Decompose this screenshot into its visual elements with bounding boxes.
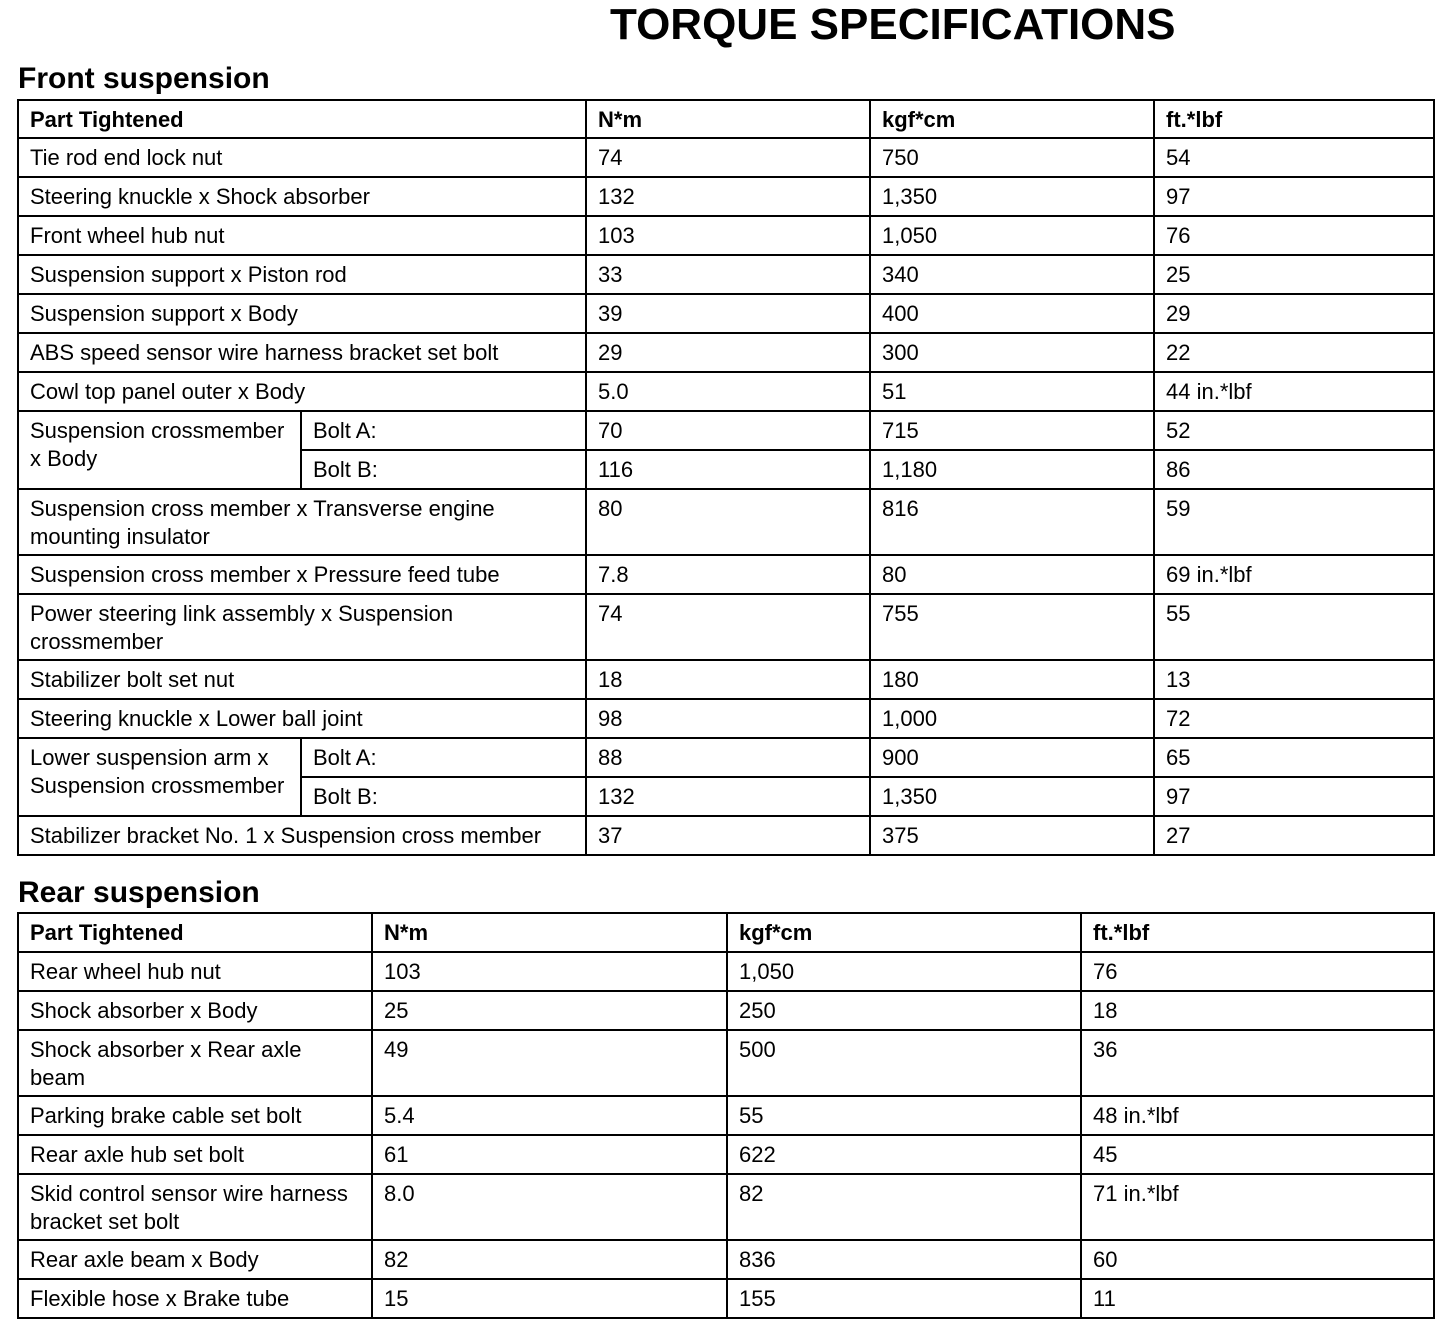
column-header-nm: N*m (372, 913, 727, 952)
column-header-kgfcm: kgf*cm (727, 913, 1081, 952)
nm-cell: 88 (586, 738, 870, 777)
table-row (18, 1240, 1434, 1279)
nm-cell: 8.0 (372, 1174, 727, 1240)
table-row (18, 372, 1434, 411)
part-cell: Suspension support x Piston rod (18, 255, 586, 294)
part-cell: Rear axle beam x Body (18, 1240, 372, 1279)
part-cell: Rear wheel hub nut (18, 952, 372, 991)
kgfcm-cell: 1,350 (870, 177, 1154, 216)
nm-cell: 61 (372, 1135, 727, 1174)
table-header-row (18, 100, 1434, 138)
part-cell: ABS speed sensor wire harness bracket set bolt (18, 333, 586, 372)
column-header-part: Part Tightened (18, 913, 372, 952)
kgfcm-cell: 1,350 (870, 777, 1154, 816)
part-cell: Lower suspension arm x Suspension crossmember (18, 738, 301, 816)
part-cell: Suspension support x Body (18, 294, 586, 333)
part-cell: Steering knuckle x Lower ball joint (18, 699, 586, 738)
part-cell: Shock absorber x Body (18, 991, 372, 1030)
ftlbf-cell: 71 in.*lbf (1081, 1174, 1434, 1240)
ftlbf-cell: 13 (1154, 660, 1434, 699)
ftlbf-cell: 44 in.*lbf (1154, 372, 1434, 411)
table-row (18, 1096, 1434, 1135)
kgfcm-cell: 375 (870, 816, 1154, 855)
ftlbf-cell: 48 in.*lbf (1081, 1096, 1434, 1135)
table-row (18, 1135, 1434, 1174)
nm-cell: 74 (586, 138, 870, 177)
kgfcm-cell: 340 (870, 255, 1154, 294)
table-header-row (18, 913, 1434, 952)
rear-suspension-heading: Rear suspension (18, 876, 260, 909)
part-cell: Front wheel hub nut (18, 216, 586, 255)
ftlbf-cell: 45 (1081, 1135, 1434, 1174)
nm-cell: 5.4 (372, 1096, 727, 1135)
table-row (18, 816, 1434, 855)
table-row (18, 991, 1434, 1030)
nm-cell: 80 (586, 489, 870, 555)
kgfcm-cell: 715 (870, 411, 1154, 450)
part-cell: Rear axle hub set bolt (18, 1135, 372, 1174)
ftlbf-cell: 27 (1154, 816, 1434, 855)
kgfcm-cell: 400 (870, 294, 1154, 333)
nm-cell: 132 (586, 177, 870, 216)
column-header-nm: N*m (586, 100, 870, 138)
part-cell: Power steering link assembly x Suspension crossmember (18, 594, 586, 660)
kgfcm-cell: 900 (870, 738, 1154, 777)
kgfcm-cell: 300 (870, 333, 1154, 372)
nm-cell: 29 (586, 333, 870, 372)
kgfcm-cell: 622 (727, 1135, 1081, 1174)
table-row (18, 1030, 1434, 1096)
nm-cell: 70 (586, 411, 870, 450)
ftlbf-cell: 97 (1154, 177, 1434, 216)
kgfcm-cell: 1,050 (870, 216, 1154, 255)
column-header-ftlbf: ft.*lbf (1154, 100, 1434, 138)
ftlbf-cell: 65 (1154, 738, 1434, 777)
table-row (18, 660, 1434, 699)
bolt-cell: Bolt A: (301, 411, 586, 450)
ftlbf-cell: 60 (1081, 1240, 1434, 1279)
nm-cell: 33 (586, 255, 870, 294)
column-header-kgfcm: kgf*cm (870, 100, 1154, 138)
kgfcm-cell: 80 (870, 555, 1154, 594)
bolt-cell: Bolt A: (301, 738, 586, 777)
nm-cell: 25 (372, 991, 727, 1030)
column-header-part: Part Tightened (18, 100, 586, 138)
ftlbf-cell: 86 (1154, 450, 1434, 489)
table-row (18, 952, 1434, 991)
table-row (18, 177, 1434, 216)
table-row (18, 294, 1434, 333)
nm-cell: 132 (586, 777, 870, 816)
ftlbf-cell: 76 (1154, 216, 1434, 255)
ftlbf-cell: 18 (1081, 991, 1434, 1030)
kgfcm-cell: 1,050 (727, 952, 1081, 991)
part-cell: Cowl top panel outer x Body (18, 372, 586, 411)
part-cell: Steering knuckle x Shock absorber (18, 177, 586, 216)
kgfcm-cell: 55 (727, 1096, 1081, 1135)
kgfcm-cell: 180 (870, 660, 1154, 699)
table-row (18, 699, 1434, 738)
nm-cell: 49 (372, 1030, 727, 1096)
bolt-cell: Bolt B: (301, 777, 586, 816)
page-title: TORQUE SPECIFICATIONS (610, 0, 1176, 49)
kgfcm-cell: 1,180 (870, 450, 1154, 489)
part-cell: Stabilizer bolt set nut (18, 660, 586, 699)
table-row (18, 411, 1434, 450)
column-header-ftlbf: ft.*lbf (1081, 913, 1434, 952)
nm-cell: 37 (586, 816, 870, 855)
kgfcm-cell: 750 (870, 138, 1154, 177)
front-suspension-table (17, 99, 1435, 856)
table-row (18, 1174, 1434, 1240)
kgfcm-cell: 836 (727, 1240, 1081, 1279)
nm-cell: 74 (586, 594, 870, 660)
nm-cell: 98 (586, 699, 870, 738)
ftlbf-cell: 22 (1154, 333, 1434, 372)
kgfcm-cell: 155 (727, 1279, 1081, 1318)
ftlbf-cell: 72 (1154, 699, 1434, 738)
nm-cell: 18 (586, 660, 870, 699)
nm-cell: 5.0 (586, 372, 870, 411)
part-cell: Flexible hose x Brake tube (18, 1279, 372, 1318)
kgfcm-cell: 1,000 (870, 699, 1154, 738)
nm-cell: 15 (372, 1279, 727, 1318)
kgfcm-cell: 755 (870, 594, 1154, 660)
kgfcm-cell: 250 (727, 991, 1081, 1030)
nm-cell: 39 (586, 294, 870, 333)
kgfcm-cell: 816 (870, 489, 1154, 555)
nm-cell: 7.8 (586, 555, 870, 594)
nm-cell: 103 (586, 216, 870, 255)
table-row (18, 255, 1434, 294)
ftlbf-cell: 11 (1081, 1279, 1434, 1318)
kgfcm-cell: 500 (727, 1030, 1081, 1096)
nm-cell: 116 (586, 450, 870, 489)
ftlbf-cell: 55 (1154, 594, 1434, 660)
part-cell: Skid control sensor wire harness bracket set bolt (18, 1174, 372, 1240)
table-row (18, 594, 1434, 660)
bolt-cell: Bolt B: (301, 450, 586, 489)
ftlbf-cell: 52 (1154, 411, 1434, 450)
table-row (18, 738, 1434, 777)
part-cell: Parking brake cable set bolt (18, 1096, 372, 1135)
kgfcm-cell: 51 (870, 372, 1154, 411)
part-cell: Suspension cross member x Transverse engine mounting insulator (18, 489, 586, 555)
ftlbf-cell: 29 (1154, 294, 1434, 333)
table-row (18, 216, 1434, 255)
part-cell: Shock absorber x Rear axle beam (18, 1030, 372, 1096)
table-row (18, 333, 1434, 372)
table-row (18, 1279, 1434, 1318)
rear-suspension-table (17, 912, 1435, 1319)
ftlbf-cell: 36 (1081, 1030, 1434, 1096)
ftlbf-cell: 59 (1154, 489, 1434, 555)
ftlbf-cell: 76 (1081, 952, 1434, 991)
table-row (18, 489, 1434, 555)
part-cell: Stabilizer bracket No. 1 x Suspension cross member (18, 816, 586, 855)
ftlbf-cell: 69 in.*lbf (1154, 555, 1434, 594)
ftlbf-cell: 25 (1154, 255, 1434, 294)
ftlbf-cell: 54 (1154, 138, 1434, 177)
ftlbf-cell: 97 (1154, 777, 1434, 816)
part-cell: Suspension cross member x Pressure feed tube (18, 555, 586, 594)
part-cell: Suspension crossmember x Body (18, 411, 301, 489)
nm-cell: 82 (372, 1240, 727, 1279)
part-cell: Tie rod end lock nut (18, 138, 586, 177)
table-row (18, 555, 1434, 594)
kgfcm-cell: 82 (727, 1174, 1081, 1240)
table-row (18, 138, 1434, 177)
nm-cell: 103 (372, 952, 727, 991)
front-suspension-heading: Front suspension (18, 62, 270, 95)
